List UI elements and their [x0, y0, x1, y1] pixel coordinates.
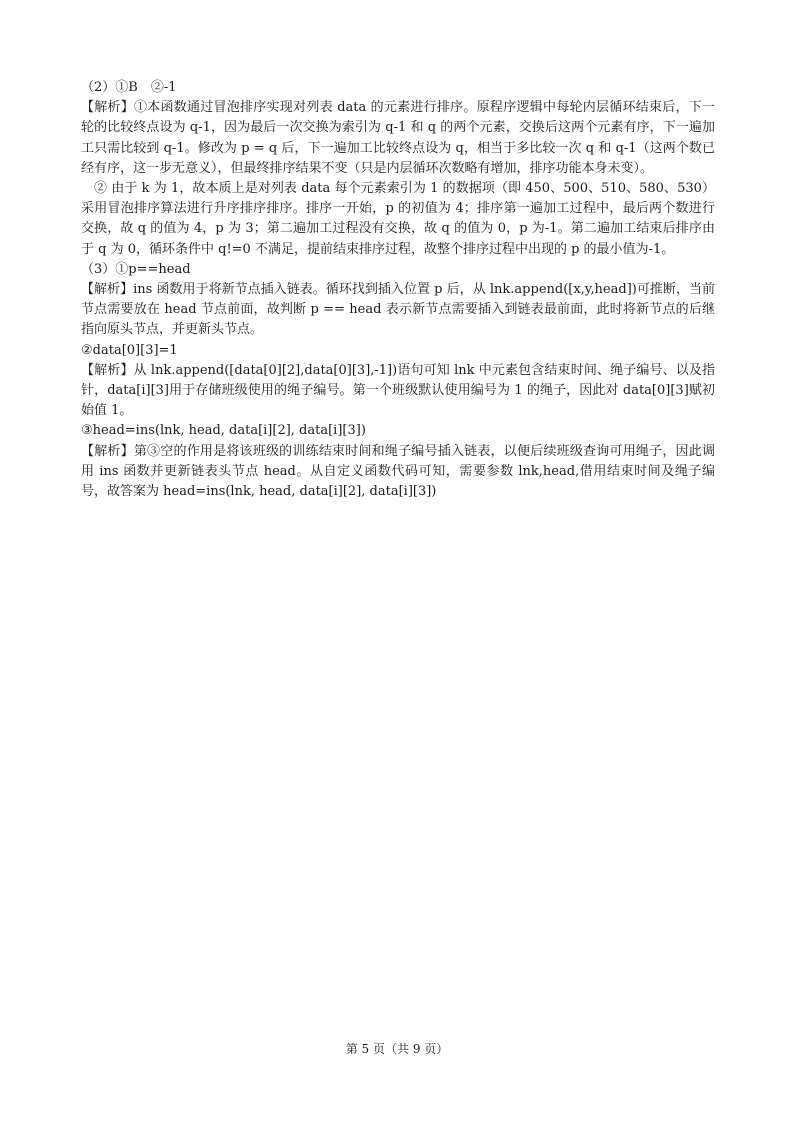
page-number-footer: 第 5 页（共 9 页） — [345, 1042, 449, 1056]
answer-3-2: ②data[0][3]=1 — [81, 342, 178, 358]
answer-content — [81, 78, 715, 502]
answer-3-3: ③head=ins(lnk, head, data[i][2], data[i][3]) — [81, 423, 366, 439]
analysis-2-2: ② 由于 k 为 1，故本质上是对列表 data 每个元素索引为 1 的数据项（即 450、500、510、580、530）采用冒泡排序算法进行升序排序排序。排序一开始，p 的初值为 4；排序第一遍加工过程中，最后两个数进行交换，故 q 的值为 4，p 为 3；第二遍加工过程没有交换，故 q 的值为 0，p 为-1。第二遍加工结束后排序由于 q 为 0，循环条件中 q!=0 不满足，提前结束排序过程，故整个排序过程中出现的 p 的最小值为-1。 — [81, 181, 715, 257]
analysis-2-1: 【解析】①本函数通过冒泡排序实现对列表 data 的元素进行排序。原程序逻辑中每轮内层循环结束后，下一轮的比较终点设为 q-1，因为最后一次交换为索引为 q-1 和 q 的两个元素，交换后这两个元素有序，下一遍加工只需比较到 q-1。修改为 p = q 后，下一遍加工比较终点设为 q，相当于多比较一次 q 和 q-1（这两个数已经有序，这一步无意义），但最终排序结果不变（只是内层循环次数略有增加，排序功能本身未变）。 — [81, 100, 715, 176]
analysis-3-2: 【解析】从 lnk.append([data[0][2],data[0][3],-1])语句可知 lnk 中元素包含结束时间、绳子编号、以及指针，data[i][3]用于存储班级使用的绳子编号。第一个班级默认使用编号为 1 的绳子，因此对 data[0][3]赋初始值 1。 — [81, 362, 715, 419]
analysis-3-3: 【解析】第③空的作用是将该班级的训练结束时间和绳子编号插入链表，以便后续班级查询可用绳子，因此调用 ins 函数并更新链表头节点 head。从自定义函数代码可知，需要参数 lnk,head,借用结束时间及绳子编号，故答案为 head=ins(lnk, head, data[i][2], data[i][3]) — [81, 443, 715, 500]
answer-3-1: （3）①p==head — [81, 261, 191, 277]
analysis-3-1: 【解析】ins 函数用于将新节点插入链表。循环找到插入位置 p 后，从 lnk.append([x,y,head])可推断，当前节点需要放在 head 节点前面，故判断 p == head 表示新节点需要插入到链表最前面，此时将新节点的后继指向原头节点，并更新头节点。 — [81, 282, 715, 338]
answer-2: （2）①B ②-1 — [81, 80, 177, 95]
